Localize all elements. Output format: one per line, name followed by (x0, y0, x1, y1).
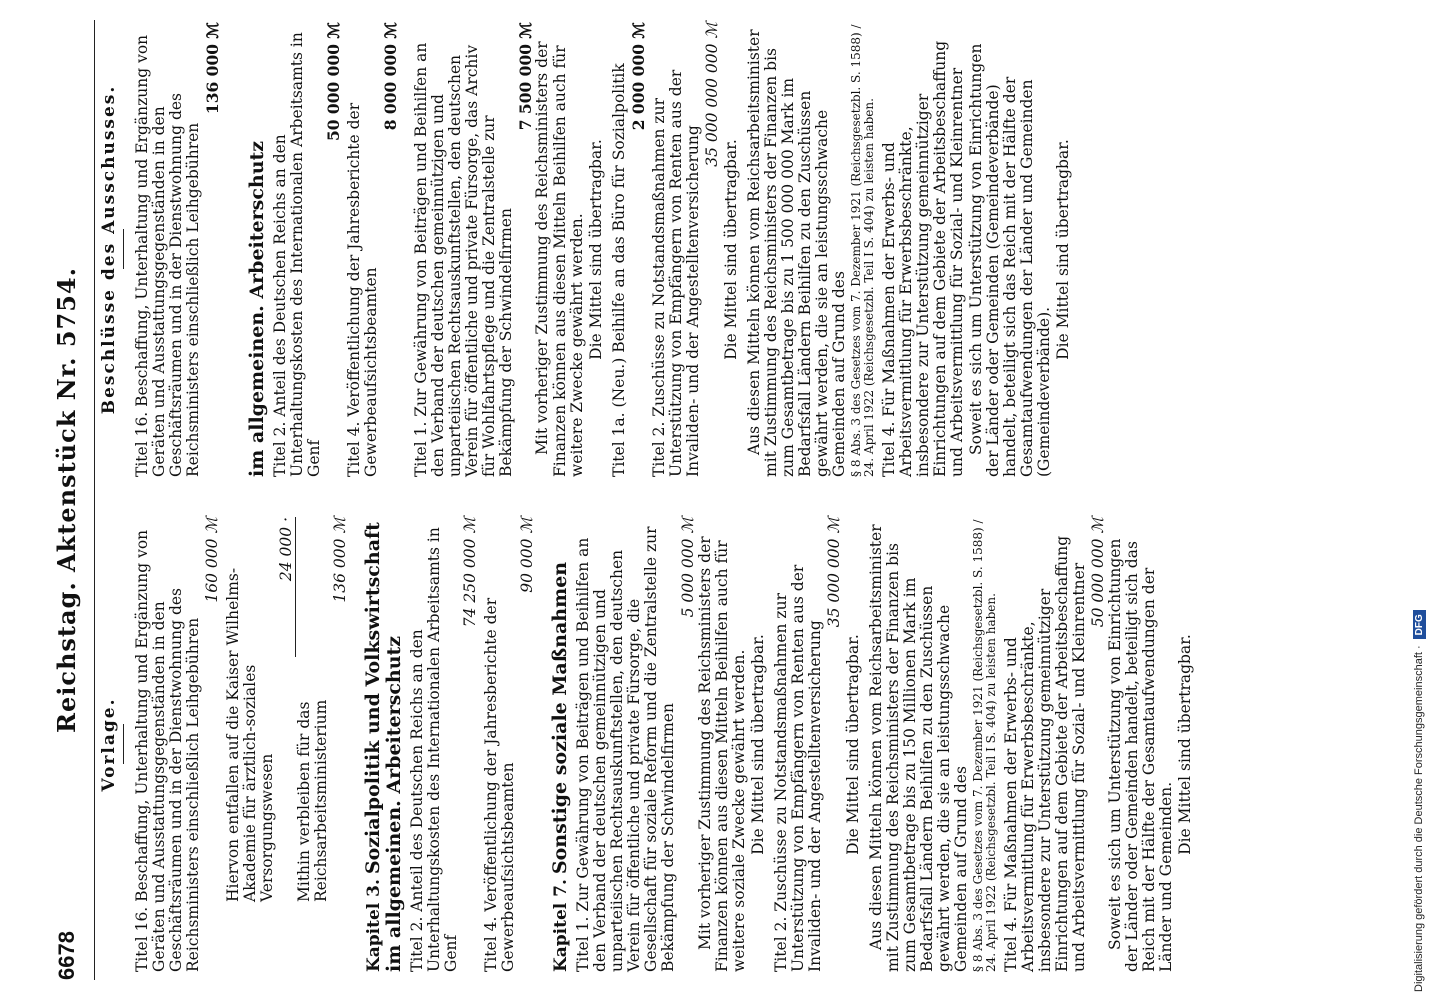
left-k7t1-mit: Mit vorheriger Zustimmung des Reichsministers der Finanzen können aus diesen Mitteln Beihilfen auch für weitere soziale Zwecke gewährt werden. (695, 536, 748, 972)
right-t16-text: Titel 16. Beschaffung, Unterhaltung und Ergänzung von Geräten und Ausstattungsgegenständen in den Geschäftsräumen und in der Dienstwohnung des Reichsministers einschließlich Leihgebühren (132, 34, 202, 477)
left-k3t2-text: Titel 2. Anteil des Deutschen Reichs an den Unterhaltungskosten des Internationalen Arbeitsamts in Genf (408, 527, 461, 972)
left-hiervon-text: Hiervon entfallen auf die Kaiser Wilhelms-Akademie für ärztlich-soziales Versorgungswesen (223, 567, 277, 902)
right-k3t4-text: Titel 4. Veröffentlichung der Jahresberichte der Gewerbeaufsichtsbeamten (345, 102, 381, 477)
right-k7t2-amount: 35 000 000 000 ℳ (702, 22, 721, 167)
left-heading-rule (123, 725, 124, 765)
right-heading: Beschlüsse des Ausschusses. (99, 84, 119, 415)
sidebar-inner (1404, 0, 1434, 1000)
right-t16-amount: 136 000 ℳ (202, 22, 222, 115)
right-k3t2-text: Titel 2. Anteil des Deutschen Reichs an den Unterhaltungskosten des Internationalen Arbeitsamts in Genf (270, 32, 323, 477)
right-k7t1-text: Titel 1. Zur Gewährung von Beiträgen und Beihilfen an den Verband der deutschen gemeinnützigen und unparteiischen Rechtsauskunftstellen, den deutschen Verein für öffentliche und private Fürsorge, das Archiv für Wohlfahrtspflege und die Zentralstelle zur Bekämpfung der Schwindelfirmen (412, 42, 516, 477)
right-titel-16 (134, 22, 221, 477)
right-k7t4-text: Titel 4. Für Maßnahmen der Erwerbs- und Arbeitsvermittlung für Erwerbsbeschränkte, insbesondere zur Unterstützung gemeinnütziger Einrichtungen auf dem Gebiete der Arbeitsbeschaffung und Arbeitsvermittlung für Sozial- und Kleinrentner (879, 40, 966, 477)
left-k7t4-amount: 50 000 000 ℳ (1088, 517, 1107, 628)
right-kapitel-3 (247, 22, 268, 477)
right-k7t1a-text: Titel 1a. (Neu.) Beihilfe an das Büro für Sozialpolitik (609, 63, 628, 477)
page-number: 6678 (54, 931, 79, 980)
left-kap7-title: Sonstige soziale Maßnahmen (549, 561, 572, 875)
document-title: Reichstag. Aktenstück Nr. 5754. (52, 267, 81, 733)
left-k3-titel-2 (409, 517, 479, 972)
left-kap7-label: Kapitel 7. (551, 879, 572, 972)
right-heading-rule (123, 230, 124, 270)
left-k7t2-text: Titel 2. Zuschüsse zu Notstandsmaßnahmen zur Unterstützung von Empfängern von Renten aus der Invaliden- und der Angestelltenversicherung (771, 564, 824, 972)
left-kap3-title: Sozialpolitik und Volkswirtschaft im allgemeinen. Arbeiterschutz (362, 522, 406, 972)
right-k7t1-mit: Mit vorheriger Zustimmung des Reichsministers der Finanzen können aus diesen Mitteln Beihilfen auch für weitere Zwecke gewährt werden. (533, 41, 586, 477)
right-k7t1-amount: 7 500 000 ℳ (516, 22, 536, 131)
right-k7t2-aus: Aus diesen Mitteln können vom Reichsarbeitsminister mit Zustimmung des Reichsministers der Finanzen bis zum Gesamtbetrage bis zu 1 500 000 000 Mark im Bedarfsfall Ländern Beihilfen zu den Zuschüssen gewährt werden, die sie an leistungsschwache Gemeinden auf Grund des (744, 29, 849, 477)
left-k7t4-uebertragbar: Die Mittel sind übertragbar. (1176, 634, 1195, 855)
left-k3t2-amount: 74 250 000 ℳ (461, 517, 480, 628)
right-k3t2-amount: 50 000 000 ℳ (323, 22, 343, 142)
left-k7t2-gesetz: § 8 Abs. 3 des Gesetzes vom 7. Dezember 1921 (Reichsgesetzbl. S. 1588) / 24. April 1922 (Reichsgesetzbl. Teil I S. 404) zu leisten haben. (971, 519, 999, 972)
page-header (48, 20, 95, 980)
right-k7t1a-amount: 2 000 000 ℳ (628, 22, 648, 131)
left-k3-titel-4 (483, 517, 536, 972)
left-heading: Vorlage. (99, 697, 119, 792)
left-k7t4-soweit: Soweit es sich um Unterstützung von Einrichtungen der Länder oder Gemeinden handelt, beteiligt sich das Reich mit der Hälfte der Gesamtaufwendungen der Länder und Gemeinden. (1105, 538, 1176, 972)
left-hiervon-amount: 24 000 · (278, 517, 296, 657)
left-kapitel-7 (550, 517, 571, 972)
left-k7t1-amount: 5 000 000 ℳ (678, 517, 697, 618)
digitization-credit: Digitalisierung gefördert durch die Deutsche Forschungsgemeinschaft · (1413, 645, 1425, 992)
left-k7t4-text: Titel 4. Für Maßnahmen der Erwerbs- und Arbeitsvermittlung für Erwerbsbeschränkte, insbesondere zur Unterstützung gemeinnütziger Einrichtungen auf dem Gebiete der Arbeitsbeschaffung und Arbeitsvermittlung für Sozial- und Kleinrentner (1001, 535, 1088, 972)
left-titel-16 (134, 517, 221, 972)
left-mithin-text: Mithin verbleiben für das Reichsarbeitsministerium (295, 699, 331, 902)
dfg-logo: DFG (1413, 610, 1426, 639)
right-k7t4-soweit: Soweit es sich um Unterstützung von Einrichtungen der Länder oder Gemeinden (Gemeindeverbände) handelt, beteiligt sich das Reich mit der Hälfte der Gesamtaufwendungen der Länder und Gemeinden (Gemeindeverbände). (966, 43, 1054, 477)
left-k7t2-uebertragbar: Die Mittel sind übertragbar. (843, 634, 862, 855)
left-k3t4-amount: 90 000 ℳ (518, 517, 537, 593)
left-column-vorlage (100, 517, 1290, 972)
left-hiervon (225, 517, 349, 972)
left-t16-amount: 160 000 ℳ (202, 517, 221, 603)
left-k7t1-text: Titel 1. Zur Gewährung von Beiträgen und Beihilfen an den Verband der deutschen gemeinnützigen und unparteiischen Rechtsauskunftstellen, den deutschen Verein für öffentliche und private Fürsorge, die Gesellschaft für soziale Reform und die Zentralstelle zur Bekämpfung der Schwindelfirmen (574, 526, 678, 972)
left-kapitel-3 (363, 517, 405, 972)
left-k7t1-uebertragbar: Die Mittel sind übertragbar. (748, 634, 767, 855)
left-t16-text: Titel 16. Beschaffung, Unterhaltung und Ergänzung von Geräten und Ausstattungsgegenständen in den Geschäftsräumen und in der Dienstwohnung des Reichsministers einschließlich Leihgebühren (132, 529, 202, 972)
right-k7t1-uebertragbar: Die Mittel sind übertragbar. (586, 139, 605, 360)
left-mithin-amount: 136 000 ℳ (331, 517, 350, 603)
left-k7-titel-4 (1003, 517, 1195, 972)
left-k7-titel-2 (773, 517, 999, 972)
right-k7-titel-1 (413, 22, 605, 477)
left-k7t2-aus: Aus diesen Mitteln können vom Reichsarbeitsminister mit Zustimmung des Reichsministers der Finanzen bis zum Gesamtbetrage bis zu 150 Millionen Mark im Bedarfsfall Ländern Beihilfen zu den Zuschüssen gewährt werden, die sie an leistungsschwache Gemeinden auf Grund des (867, 524, 971, 972)
right-column-beschluesse (100, 22, 1290, 477)
right-k3-titel-4 (346, 22, 399, 477)
right-k7t4-uebertragbar: Die Mittel sind übertragbar. (1054, 139, 1073, 360)
right-k7-titel-1a (611, 22, 647, 477)
left-k7t2-amount: 35 000 000 ℳ (824, 517, 843, 628)
left-k7-titel-1 (575, 517, 767, 972)
right-spacer (225, 22, 233, 477)
right-k7t2-uebertragbar: Die Mittel sind übertragbar. (721, 139, 740, 360)
right-kap3-title: im allgemeinen. Arbeiterschutz (245, 140, 268, 477)
left-k3t4-text: Titel 4. Veröffentlichung der Jahresberichte der Gewerbeaufsichtsbeamten (482, 597, 518, 972)
right-k7t2-text: Titel 2. Zuschüsse zu Notstandsmaßnahmen zur Unterstützung von Empfängern von Renten aus der Invaliden- und der Angestelltenversicherung (649, 69, 702, 477)
right-k3-titel-2 (272, 22, 342, 477)
left-kap3-label: Kapitel 3. (364, 879, 385, 972)
digitization-sidebar (1404, 0, 1434, 1000)
right-k7-titel-4 (881, 22, 1073, 477)
right-k7-titel-2 (651, 22, 877, 477)
right-k7t2-gesetz: § 8 Abs. 3 des Gesetzes vom 7. Dezember 1921 (Reichsgesetzbl. S. 1588) / 24. April 1922 (Reichsgesetzbl. Teil I S. 404) zu leisten haben. (849, 24, 877, 477)
right-k3t4-amount: 8 000 000 ℳ (381, 22, 401, 131)
